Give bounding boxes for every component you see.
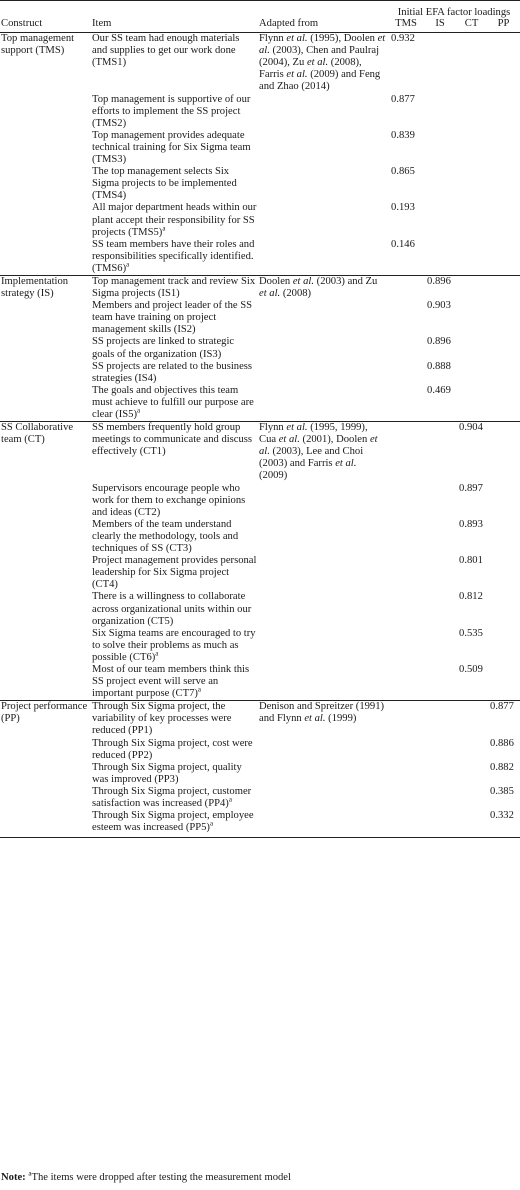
table-row (0, 166, 520, 202)
item-cell (91, 786, 258, 810)
dropped-marker: a (209, 819, 214, 828)
factor-loading-ct: 0.904 (456, 422, 487, 483)
adapted-from: Flynn et al. (1995), Doolen et al. (2003), Chen and Paulraj (2004), Zu et al. (2008), Farris et al. (2009) and Feng and Zhao (2014) (259, 33, 386, 93)
factor-loading-is: 0.469 (427, 384, 451, 396)
adapted-from-column-header: Adapted from (258, 18, 388, 33)
item-text: Most of our team members think this SS project event will serve an important purpose (CT7) (92, 663, 250, 700)
table-row (0, 130, 520, 166)
item-column-header: Item (91, 18, 258, 33)
table-row (0, 519, 520, 555)
item-text: Members and project leader of the SS team have training on project management skills (IS2) (92, 300, 253, 336)
item-text: The goals and objectives this team must achieve to fulfill our purpose are clear (IS5) (92, 384, 254, 420)
factor-loading-is: 0.888 (427, 360, 451, 372)
item-text: There is a willingness to collaborate across organizational units within our organization (CT5) (92, 591, 252, 627)
item-text: Through Six Sigma project, customer satisfaction was increased (PP4) (92, 785, 252, 809)
table-row (0, 762, 520, 786)
factor-loading-tms: 0.839 (391, 129, 415, 141)
efa-factor-loadings-heading: Initial EFA factor loadings (388, 1, 520, 19)
factor-loading-ct: 0.535 (459, 627, 483, 639)
factor-loading-ct: 0.812 (459, 591, 483, 603)
item-text: SS team members have their roles and responsibilities specifically identified. (TMS6) (92, 238, 255, 274)
item-cell (91, 422, 258, 483)
table-row (0, 94, 520, 130)
adapted-from: Doolen et al. (2003) and Zu et al. (2008) (258, 275, 388, 300)
item-cell (91, 336, 258, 360)
note-text: The items were dropped after testing the measurement model (31, 1172, 291, 1183)
item-text: Top management provides adequate technical training for Six Sigma team (TMS3) (92, 129, 251, 166)
table-row (0, 275, 520, 300)
construct-name: Project performance (PP) (0, 701, 91, 738)
construct-name: Top management support (TMS) (1, 33, 75, 57)
item-text: Through Six Sigma project, cost were reduced (PP2) (92, 737, 253, 761)
dropped-marker: a (162, 224, 166, 233)
item-cell (91, 385, 258, 422)
table-row (0, 628, 520, 664)
item-cell (91, 361, 258, 385)
item-text: Top management is supportive of our efforts to implement the SS project (TMS2) (92, 93, 251, 129)
construct-name: SS Collaborative team (CT) (0, 422, 91, 483)
item-text: Through Six Sigma project, the variability of key processes were reduced (PP1) (92, 701, 232, 737)
item-cell (91, 664, 258, 701)
item-cell (91, 130, 258, 166)
note-marker: a (28, 1169, 32, 1178)
table-row (0, 664, 520, 701)
item-cell (91, 810, 258, 838)
item-cell (91, 94, 258, 130)
dropped-marker: a (197, 685, 202, 694)
table-note (1, 1169, 291, 1183)
item-cell (91, 519, 258, 555)
factor-loading-ct: 0.509 (459, 663, 483, 675)
table-row (0, 738, 520, 762)
factor-loading-ct: 0.897 (459, 482, 483, 494)
dropped-marker: a (228, 795, 232, 804)
item-cell (91, 701, 258, 738)
dropped-marker: a (126, 260, 130, 269)
table-row (0, 385, 520, 422)
table-row (0, 300, 520, 336)
factor-loading-tms: 0.877 (391, 93, 415, 105)
item-text: The top management selects Six Sigma projects to be implemented (TMS4) (92, 166, 237, 202)
factor-loading-tms: 0.193 (391, 202, 415, 214)
table-row (0, 422, 520, 483)
table-body (0, 33, 520, 838)
item-text: SS projects are related to the business strategies (IS4) (92, 360, 253, 384)
table-row (0, 701, 520, 738)
adapted-from: Denison and Spreitzer (1991) and Flynn et al. (1999) (258, 701, 388, 738)
item-text: All major department heads within our plant accept their responsibility for SS projects (TMS5) (92, 202, 257, 238)
adapted-from: Flynn et al. (1995, 1999), Cua et al. (2001), Doolen et al. (2003), Lee and Choi (2003) and Farris et al. (2009) (258, 422, 388, 483)
item-cell (91, 591, 258, 627)
table-row (0, 810, 520, 838)
item-cell (91, 166, 258, 202)
item-cell (91, 202, 258, 238)
construct-name: Implementation strategy (IS) (0, 275, 91, 300)
item-cell (91, 300, 258, 336)
table-row (0, 202, 520, 238)
factor-loading-pp: 0.882 (490, 761, 514, 773)
ct-column-header: CT (456, 18, 487, 33)
item-text: Six Sigma teams are encouraged to try to solve their problems as much as possible (CT6) (92, 627, 256, 663)
item-cell (91, 275, 258, 300)
item-text: SS members frequently hold group meetings to communicate and discuss effectively (CT1) (92, 422, 253, 458)
item-text: Through Six Sigma project, quality was improved (PP3) (92, 761, 242, 785)
item-text: Project management provides personal leadership for Six Sigma project (CT4) (92, 555, 257, 591)
factor-loading-pp: 0.385 (490, 785, 514, 797)
factor-loading-pp: 0.886 (490, 737, 514, 749)
item-text: Through Six Sigma project, employee esteem was increased (PP5) (92, 810, 254, 834)
factor-loading-tms: 0.865 (391, 166, 415, 178)
table-row (0, 591, 520, 627)
tms-column-header: TMS (388, 18, 424, 33)
item-cell (91, 33, 258, 94)
table-row (0, 483, 520, 519)
pp-column-header: PP (487, 18, 520, 33)
item-cell (91, 628, 258, 664)
factor-loading-tms: 0.932 (391, 33, 415, 45)
item-cell (91, 483, 258, 519)
dropped-marker: a (155, 649, 159, 658)
table-row (0, 361, 520, 385)
dropped-marker: a (137, 406, 141, 415)
item-text: Top management track and review Six Sigma projects (IS1) (92, 275, 256, 300)
item-cell (91, 738, 258, 762)
construct-column-header: Construct (0, 18, 91, 33)
item-text: Members of the team understand clearly the methodology, tools and techniques of SS (CT3) (92, 518, 239, 555)
table-row (0, 786, 520, 810)
item-text: Supervisors encourage people who work for them to exchange opinions and ideas (CT2) (92, 482, 246, 518)
table-row (0, 239, 520, 276)
table-row (0, 336, 520, 360)
item-cell (91, 762, 258, 786)
item-text: SS projects are linked to strategic goals of the organization (IS3) (92, 336, 235, 360)
table-row (0, 555, 520, 591)
factor-loading-ct: 0.801 (459, 555, 483, 567)
factor-loading-is: 0.896 (424, 275, 456, 300)
factor-loading-ct: 0.893 (459, 518, 483, 530)
item-cell (91, 555, 258, 591)
factor-loading-is: 0.896 (427, 336, 451, 348)
is-column-header: IS (424, 18, 456, 33)
table-row (0, 33, 520, 94)
factor-loading-pp: 0.877 (487, 701, 520, 738)
item-text: Our SS team had enough materials and supplies to get our work done (TMS1) (92, 33, 240, 69)
item-cell (91, 239, 258, 276)
note-label: Note: (1, 1172, 26, 1183)
factor-loading-pp: 0.332 (487, 810, 520, 838)
factor-loading-tms: 0.146 (391, 238, 415, 250)
factor-loading-is: 0.903 (427, 300, 451, 312)
